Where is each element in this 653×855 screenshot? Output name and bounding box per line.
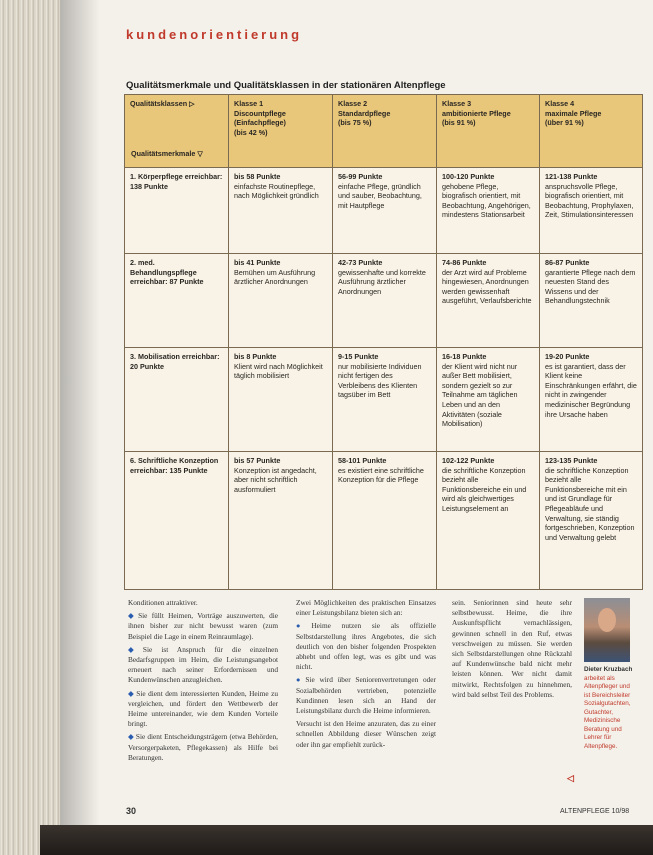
running-head: kundenorientierung [126,27,303,42]
bullet-paragraph: ● Sie wird über Seniorenvertretungen oder Sozialbehörden vertrieben, potenzielle Kundinnen lesen sich an Hand der Leistungsbilanz durch die Heime informieren. [296,675,436,716]
feature-cell: 2. med. Behandlungspflege erreichbar: 87 Punkte [125,254,229,348]
table-cell: bis 8 Punkte Klient wird nach Möglichkeit täglich mobilisiert [229,348,333,452]
journal-footer: ALTENPFLEGE 10/98 [560,808,630,815]
paragraph: Konditionen attraktiver. [128,598,198,607]
table-row-konzeption [125,452,643,590]
end-mark-icon: ◁ [567,773,574,783]
table-cell: 19-20 Punkte es ist garantiert, dass der Klient keine Einschränkungen erfährt, die nicht in zwingender medizinischer Begründung ihre Ursache haben [540,348,643,452]
bullet-paragraph: ◆ Sie ist Anspruch für die einzelnen Bedarfsgruppen im Heim, die Leistungsangebot erneuert nach seiner Erfordernissen und Kundenwünschen anzugleichen. [128,644,278,685]
table-cell: 42-73 Punkte gewissenhafte und korrekte Ausführung ärztlicher Anordnungen [333,254,437,348]
paragraph: Zwei Möglichkeiten des praktischen Einsatzes einer Leistungsbilanz bieten sich an: [296,598,436,618]
author-box [584,666,634,751]
table-cell: 123-135 Punkte die schriftliche Konzeption bezieht alle Funktionsbereiche mit ein und ist Grundlage für Pflegeabläufe und Verwaltung, sie ständig fortgeschrieben, Konzeption und Verwaltung gelebt [540,452,643,590]
class-header-1: Klasse 1 Discountpflege (Einfachpflege) (bis 42 %) [229,95,333,168]
table-row-koerperpflege [125,168,643,254]
table-cell: 74-86 Punkte der Arzt wird auf Probleme hingewiesen, Anordnungen werden gewissenhaft ausgeführt, Verlaufsberichte [437,254,540,348]
bullet-icon: ◆ [128,611,137,621]
bullet-icon: ● [296,675,304,685]
text-column-1 [128,598,278,766]
page-number: 30 [126,806,137,816]
table-cell: 16-18 Punkte der Klient wird nicht nur außer Bett mobilisiert, sondern gezielt so zur Teilnahme am täglichen Leben und an den Aktivitäten (soziale Mobilisation) [437,348,540,452]
table-cell: 102-122 Punkte die schriftliche Konzeption bezieht alle Funktionsbereiche ein und wird als gleichwertiges Leistungselement an [437,452,540,590]
book-bottom-edge [40,825,653,855]
table-row-mobilisation [125,348,643,452]
corner-bottom-label: Qualitätsmerkmale ▽ [131,149,203,158]
table-cell: 100-120 Punkte gehobene Pflege, biografisch orientiert, mit Beobachtung, Angehörigen, mindestens Stationsarbeit [437,168,540,254]
table-cell: 56-99 Punkte einfache Pflege, gründlich und sauber, Beobachtung, mit Hautpflege [333,168,437,254]
bullet-paragraph: ◆ Sie füllt Heimen, Vorträge auszuwerten, die ihnen bisher zur nicht bewusst waren (zum Beispiel die Lage in einem Reinraumlage). [128,611,278,641]
author-name: Dieter Kruzbach [584,666,633,673]
paragraph: Versucht ist den Heime anzuraten, das zu einer schnellen Abbildung dieser Wünschen zeigt oder ihn gar empfiehlt zurück- [296,719,436,749]
book-page-edges [0,0,62,855]
table-cell: bis 57 Punkte Konzeption ist angedacht, aber nicht schriftlich ausformuliert [229,452,333,590]
class-header-2: Klasse 2 Standardpflege (bis 75 %) [333,95,437,168]
author-face [598,608,616,632]
feature-cell: 6. Schriftliche Konzeption erreichbar: 135 Punkte [125,452,229,590]
feature-cell: 3. Mobilisation erreichbar: 20 Punkte [125,348,229,452]
corner-cell: Qualitätsklassen ▷ Qualitätsmerkmale ▽ [125,95,229,168]
text-column-2 [296,598,436,753]
class-header-3: Klasse 3 ambitionierte Pflege (bis 91 %) [437,95,540,168]
table-header-row [125,95,643,168]
table-cell: 9-15 Punkte nur mobilisierte Individuen nicht fertigen des Verbleibens des Klienten tagsüber im Bett [333,348,437,452]
bullet-icon: ◆ [128,644,141,654]
table-cell: 86-87 Punkte garantierte Pflege nach dem neuesten Stand des Wissens und der Behandlungstechnik [540,254,643,348]
quality-table [124,94,643,590]
bullet-icon: ● [296,621,310,631]
table-row-behandlungspflege [125,254,643,348]
table-cell: bis 41 Punkte Bemühen um Ausführung ärztlicher Anordnungen [229,254,333,348]
bullet-paragraph: ◆ Sie dient dem interessierten Kunden, Heime zu vergleichen, und fördert den Wettbewerb der Heime untereinander, wie dem Kunden Vorteile bringt. [128,688,278,729]
table-cell: 121-138 Punkte anspruchsvolle Pflege, biografisch orientiert, mit Beobachtung, Prophylaxen, Zeit, Stimulationsinteressen [540,168,643,254]
table-cell: bis 58 Punkte einfachste Routinepflege, nach Möglichkeit gründlich [229,168,333,254]
feature-cell: 1. Körperpflege erreichbar: 138 Punkte [125,168,229,254]
bullet-icon: ◆ [128,732,134,742]
bullet-icon: ◆ [128,688,135,698]
class-header-4: Klasse 4 maximale Pflege (über 91 %) [540,95,643,168]
text-column-3 [452,598,572,703]
table-cell: 58-101 Punkte es existiert eine schriftliche Konzeption für die Pflege [333,452,437,590]
author-role: arbeitet als Altenpfleger und ist Bereichsleiter Sozialgutachten, Gutachter, Medizinische Beratung und Lehrer für Altenpflege. [584,674,631,750]
bullet-paragraph: ◆ Sie dient Entscheidungsträgern (etwa Behörden, Versorgerpaketen, Pflegekassen) als Hilfe bei Beratungen. [128,732,278,762]
bullet-paragraph: ● Heime nutzen sie als offizielle Selbstdarstellung ihres Angebotes, die sich deutlich von den bisher folgenden Prospekten abhebt und offen legt, was es gibt und was nicht. [296,621,436,672]
author-photo [584,598,630,662]
paragraph: sein. Seniorinnen sind heute sehr selbstbewusst. Heime, die ihre Auskunftspflicht vernachlässigen, gewinnen schnell in den Ruf, etwas verschweigen zu müssen. Sie werden sich Selbstdarstellungen ohne Rückzahl auf Kundenwünsche bald nicht mehr leisten können. Wer nicht damit mitwirkt, Rechtsfolgen zu hinnehmen, wird bald selbst Teil des Problems. [452,598,572,699]
table-title: Qualitätsmerkmale und Qualitätsklassen in der stationären Altenpflege [126,80,446,91]
corner-top-label: Qualitätsklassen [130,99,188,108]
